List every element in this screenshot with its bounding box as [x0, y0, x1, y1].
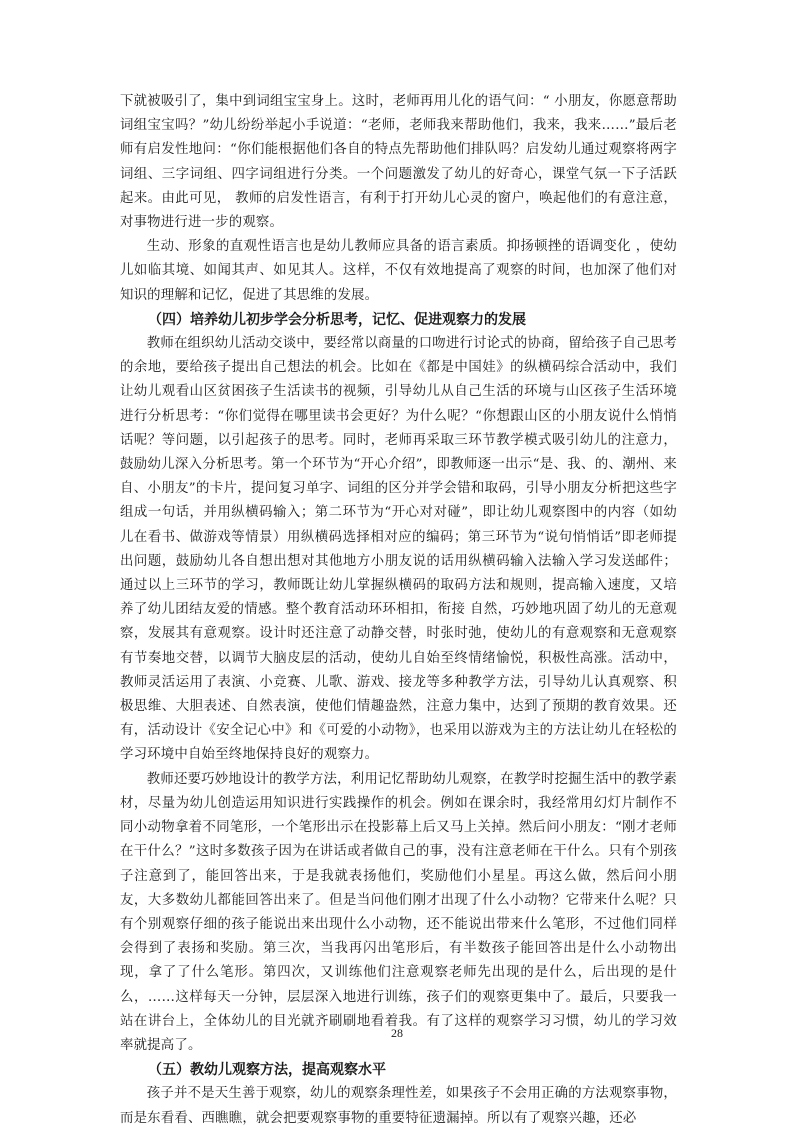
paragraph: 下就被吸引了，集中到词组宝宝身上。这时，老师再用儿化的语气问：“ 小朋友，你愿意帮助词组宝宝吗？”幼儿纷纷举起小手说道：“老师，老师我来帮助他们，我来，我来……”最后老师有启发性地问：“你们能根据他们各自的特点先帮助他们排队吗？启发幼儿通过观察将两字词组、三字词组、四字词组进行分类。一个问题激发了幼儿的好奇心，课堂气氛一下子活跃起来。由此可见， 教师的启发性语言，有利于打开幼儿心灵的窗户，唤起他们的有意注意，对事物进行进一步的观察。	[120, 94, 677, 231]
paragraph: 生动、形象的直观性语言也是幼儿教师应具备的语言素质。抑扬顿挫的语调变化 ，使幼儿如临其境、如闻其声、如见其人。这样，不仅有效地提高了观察的时间，也加深了他们对知识的理解和记忆，促进了其思维的发展。	[120, 239, 677, 303]
section-heading: （四）培养幼儿初步学会分析思考，记忆、促进观察力的发展	[148, 311, 526, 328]
paragraph: 教师还要巧妙地设计的教学方法，利用记忆帮助幼儿观察，在教学时挖掘生活中的教学素材，尽量为幼儿创造运用知识进行实践操作的机会。例如在课余时，我经常用幻灯片制作不同小动物拿着不同笔形，一个笔形出示在投影幕上后又马上关掉。然后问小朋友：“刚才老师在干什么？”这时多数孩子因为在讲话或者做自己的事，没有注意老师在干什么。只有个别孩子注意到了，能回答出来，于是我就表扬他们，奖励他们小星星。再这么做，然后问小朋友，大多数幼儿都能回答出来了。但是当问他们刚才出现了什么小动物？它带来什么呢？只有个别观察仔细的孩子能说出来出现什么小动物，还不能说出带来什么笔形，不过他们同样会得到了表扬和奖励。第三次，当我再闪出笔形后，有半数孩子能回答出是什么小动物出现，拿了了什么笔形。第四次，又训练他们注意观察老师先出现的是什么，后出现的是什么，……这样每天一分钟，层层深入地进行训练，孩子们的观察更集中了。最后，只要我一站在讲台上，全体幼儿的目光就齐刷刷地看着我。有了这样的观察学习习惯，幼儿的学习效率就提高了。	[120, 771, 677, 1053]
page-number: 28	[391, 1026, 403, 1040]
paragraph: 教师在组织幼儿活动交谈中，要经常以商量的口吻进行讨论式的协商，留给孩子自己思考的余地，要给孩子提出自己想法的机会。比如在《都是中国娃》的纵横码综合活动中，我们让幼儿观看山区贫困孩子生活读书的视频，引导幼儿从自己生活的环境与山区孩子生活环境进行分析思考：“你们觉得在哪里读书会更好？为什么呢？“你想跟山区的小朋友说什么悄悄话呢？等问题，以引起孩子的思考。同时，老师再采取三环节教学模式吸引幼儿的注意力，鼓励幼儿深入分析思考。第一个环节为“开心介绍”，即教师逐一出示“是、我、的、潮州、来自、小朋友”的卡片，提问复习单字、词组的区分并学会错和取码，引导小朋友分析把这些字组成一句话，并用纵横码输入；第二环节为“开心对对碰”，即让幼儿观察图中的内容（如幼儿在看书、做游戏等情景）用纵横码选择相对应的编码；第三环节为“说句悄悄话”即老师提出问题，鼓励幼儿各自想出想对其他地方小朋友说的话用纵横码输入法输入学习发送邮件；通过以上三环节的学习，教师既让幼儿掌握纵横码的取码方法和规则，提高输入速度，又培养了幼儿团结友爱的情感。整个教育活动环环相扣，衔接 自然，巧妙地巩固了幼儿的无意观察，发展其有意观察。设计时还注意了动静交替，时张时弛，使幼儿的有意观察和无意观察有节奏地交替，以调节大脑皮层的活动，使幼儿自始至终情绪愉悦，积极性高涨。活动中，教师灵活运用了表演、小竞赛、儿歌、游戏、接龙等多种教学方法，引导幼儿认真观察、积极思维、大胆表述、自然表演，使他们情趣盎然，注意力集中，达到了预期的教育效果。还有，活动设计《安全记心中》和《可爱的小动物》，也采用以游戏为主的方法让幼儿在轻松的学习环境中自始至终地保持良好的观察力。	[120, 336, 677, 763]
page-body	[120, 90, 677, 1131]
paragraph: 孩子并不是天生善于观察，幼儿的观察条理性差，如果孩子不会用正确的方法观察事物，而是东看看、西瞧瞧，就会把要观察事物的重要特征遗漏掉。所以有了观察兴趣，还必	[120, 1086, 677, 1126]
section-heading: （五）教幼儿观察方法，提高观察水平	[148, 1062, 386, 1079]
